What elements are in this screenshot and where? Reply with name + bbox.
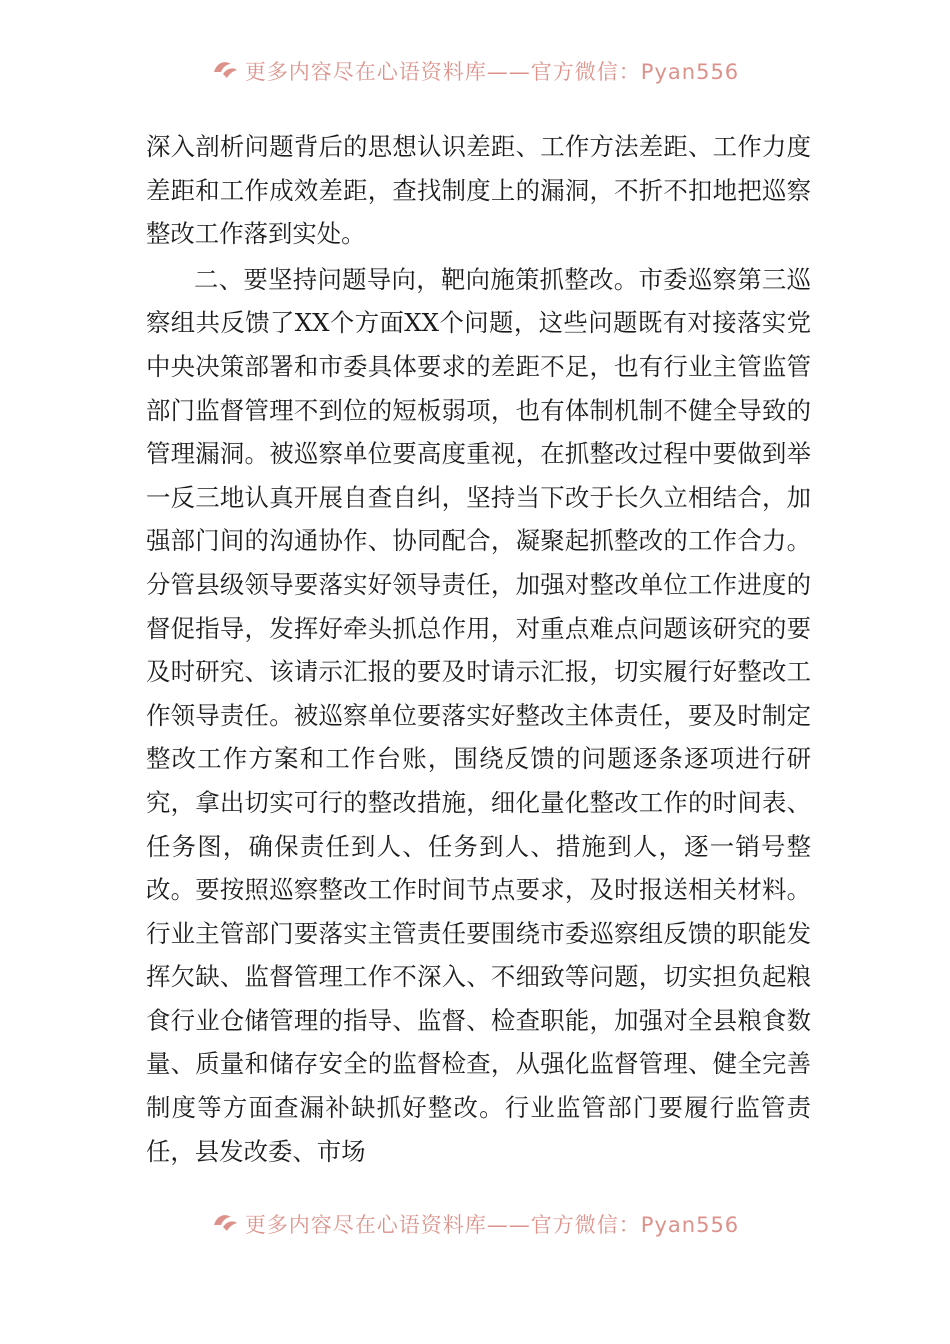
watermark-text: 更多内容尽在心语资料库——官方微信：Pyan556 bbox=[244, 60, 740, 84]
watermark-logo-icon bbox=[211, 1211, 239, 1238]
paragraph-continuation: 深入剖析问题背后的思想认识差距、工作方法差距、工作力度差距和工作成效差距，查找制度上的漏洞，不折不扣地把巡察整改工作落到实处。 bbox=[146, 132, 811, 249]
watermark-bottom bbox=[0, 1209, 950, 1239]
document-body bbox=[146, 125, 811, 1173]
paragraph-section-two: 二、要坚持问题导向，靶向施策抓整改。市委巡察第三巡察组共反馈了XX个方面XX个问题，这些问题既有对接落实党中央决策部署和市委具体要求的差距不足，也有行业主管监管部门监督管理不到位的短板弱项，也有体制机制不健全导致的管理漏洞。被巡察单位要高度重视，在抓整改过程中要做到举一反三地认真开展自查自纠，坚持当下改于长久立相结合，加强部门间的沟通协作、协同配合，凝聚起抓整改的工作合力。分管县级领导要落实好领导责任，加强对整改单位工作进度的督促指导，发挥好牵头抓总作用，对重点难点问题该研究的要及时研究、该请示汇报的要及时请示汇报，切实履行好整改工作领导责任。被巡察单位要落实好整改主体责任，要及时制定整改工作方案和工作台账，围绕反馈的问题逐条逐项进行研究，拿出切实可行的整改措施，细化量化整改工作的时间表、任务图，确保责任到人、任务到人、措施到人，逐一销号整改。要按照巡察整改工作时间节点要求，及时报送相关材料。行业主管部门要落实主管责任要围绕市委巡察组反馈的职能发挥欠缺、监督管理工作不深入、不细致等问题，切实担负起粮食行业仓储管理的指导、监督、检查职能，加强对全县粮食数量、质量和储存安全的监督检查，从强化监督管理、健全完善制度等方面查漏补缺抓好整改。行业监管部门要履行监管责任，县发改委、市场 bbox=[146, 264, 811, 1166]
watermark-logo-icon bbox=[211, 58, 239, 85]
watermark-top bbox=[0, 56, 950, 86]
watermark-text: 更多内容尽在心语资料库——官方微信：Pyan556 bbox=[244, 1213, 740, 1237]
